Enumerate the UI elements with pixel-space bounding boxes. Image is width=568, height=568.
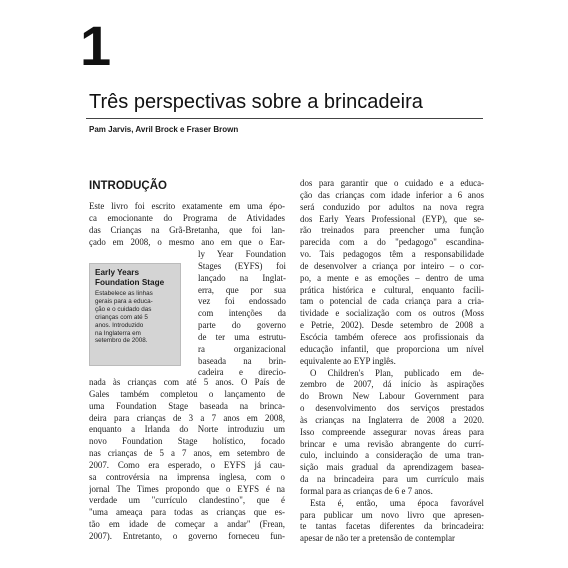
body-text-line: rão treinados para preencher uma função <box>300 225 484 236</box>
body-text-line: culo, incluindo a consideração de uma tran- <box>300 450 484 461</box>
body-text-line: da na brincadeira para um currículo mais <box>300 474 484 485</box>
body-text-line: tividade e socialização com os outros (Moss <box>300 308 484 319</box>
body-text-line: ção das crianças com idade inferior a 6 anos <box>300 189 484 200</box>
title-rule <box>86 118 483 119</box>
body-text-line: O Children's Plan, publicado em de- <box>310 367 484 378</box>
body-text-line: erra, que por sua <box>198 284 286 295</box>
sidebar-title-line: Early Years <box>95 268 140 277</box>
body-text-line: vez foi endossado <box>198 296 286 307</box>
body-text-line: apesar de não ter a pretensão de contemplar <box>300 533 455 544</box>
body-text-line: Isso compreende assegurar novas áreas para <box>300 426 484 437</box>
body-text-line: 2007). Entretanto, o governo forneceu fun- <box>89 530 285 541</box>
sidebar-body-line: ção e o cuidado das <box>95 305 152 313</box>
body-text-line: formal para as crianças de 6 e 7 anos. <box>300 485 433 496</box>
body-text-line: zembro de 2007, dá início às aspirações <box>300 379 484 390</box>
body-text-line: de ter uma estrutu- <box>198 331 286 342</box>
body-text-line: ly Year Foundation <box>198 249 286 259</box>
body-text-line: verdade um "currículo clandestino", que é <box>89 495 285 506</box>
left-column-intro <box>89 201 285 248</box>
body-text-line: equivalente ao EYP inglês. <box>300 355 396 366</box>
body-text-line: cadeira e direcio- <box>198 367 286 378</box>
chapter-number: 1 <box>80 14 112 77</box>
sidebar-title <box>95 268 175 288</box>
body-text-line: uma Foundation Stage baseada na brinca- <box>89 400 285 411</box>
section-heading: INTRODUÇÃO <box>89 180 167 192</box>
body-text-line: para publicar um novo livro que apresen- <box>300 509 484 520</box>
body-text-line: com intenções da <box>198 308 286 319</box>
body-text-line: te tantas facetas diferentes da brincadeira: <box>300 521 484 532</box>
body-text-line: dos para garantir que o cuidado e a educa- <box>300 178 484 188</box>
body-text-line: das Crianças na Grã-Bretanha, que foi lan- <box>89 224 285 235</box>
body-text-line: parte do governo <box>198 320 286 331</box>
body-text-line: ra organizacional <box>198 343 286 354</box>
body-text-line: dos Early Years Professional (EYP), que se- <box>300 213 484 224</box>
body-text-line: brincar e uma revisão abrangente do currí- <box>300 438 484 449</box>
body-text-line: educação infantil, que proporciona um nível <box>300 343 484 354</box>
sidebar-body-line: gerais para a educa- <box>95 297 153 305</box>
body-text-line: jornal The Times propondo que o EYFS é na <box>89 483 285 494</box>
body-text-line: tam o potencial de cada criança para a cria- <box>300 296 484 307</box>
body-text-line: sição mais gradual da aprendizagem basea- <box>300 462 484 473</box>
body-text-line: Este livro foi escrito exatamente em uma épo- <box>89 201 285 211</box>
chapter-title: Três perspectivas sobre a brincadeira <box>89 91 423 113</box>
body-text-line: e Petrie, 2002). Desde setembro de 2008 a <box>300 320 484 331</box>
sidebar-body-line: na Inglaterra em <box>95 329 141 337</box>
body-text-line: "uma ameaça para todas as crianças que es- <box>89 507 285 518</box>
body-text-line: será conduzido por adultos na nova regra <box>300 201 484 212</box>
body-text-line: deira para crianças de 3 a 7 anos em 2008, <box>89 412 285 423</box>
body-text-line: novo Foundation Stage holístico, focado <box>89 436 285 447</box>
sidebar-body-line: anos. Introduzido <box>95 321 144 329</box>
body-text-line: ca emocionante do Programa de Atividades <box>89 212 285 223</box>
left-column-continued <box>89 377 285 543</box>
sidebar-body-line: Estabelece as linhas <box>95 290 153 297</box>
body-text-line: Gales também completou o lançamento de <box>89 388 285 399</box>
body-text-line: tão em idade de começar a andar" (Frean, <box>89 519 285 530</box>
body-text-line: lançado na Inglat- <box>198 272 286 283</box>
body-text-line: nada às crianças com até 5 anos. O País de <box>89 377 285 387</box>
sidebar-body-line: crianças com até 5 <box>95 313 148 321</box>
body-text-line: enquanto a Irlanda do Norte introduziu um <box>89 424 285 435</box>
chapter-authors: Pam Jarvis, Avril Brock e Fraser Brown <box>89 125 239 134</box>
body-text-line: çado em 2008, o mesmo ano em que o Ear- <box>89 236 285 247</box>
body-text-line: Stages (EYFS) foi <box>198 260 286 271</box>
body-text-line: Escócia também oferece aos profissionais da <box>300 331 484 342</box>
body-text-line: sa controvérsia na imprensa inglesa, com o <box>89 471 285 482</box>
body-text-line: 2007. Como era esperado, o EYFS já cau- <box>89 459 285 470</box>
body-text-line: baseada na brin- <box>198 355 286 366</box>
sidebar-body-line: setembro de 2008. <box>95 337 148 345</box>
sidebar-body <box>95 290 175 345</box>
body-text-line: nas crianças de 5 a 7 anos, em setembro de <box>89 448 285 459</box>
body-text-line: parecida com a do "pedagogo" escandina- <box>300 237 484 248</box>
right-column-text <box>300 178 484 545</box>
sidebar-title-line: Foundation Stage <box>95 278 165 287</box>
body-text-line: Esta é, então, uma época favorável <box>310 497 484 508</box>
body-text-line: vo. Tais pedagogos têm a responsabilidade <box>300 249 484 260</box>
body-text-line: prática histórica e cultural, enquanto facili- <box>300 284 484 295</box>
body-text-line: às crianças na Inglaterra de 2008 a 2020. <box>300 414 484 425</box>
sidebar-definition-box <box>89 263 181 366</box>
body-text-line: do Brown New Labour Government para <box>300 391 484 402</box>
body-text-line: o desenvolvimento dos serviços prestados <box>300 403 484 414</box>
body-text-line: po, a mente e as emoções – dentro de uma <box>300 272 484 283</box>
left-column-wrap-text <box>198 249 286 379</box>
body-text-line: de desenvolver a criança por inteiro – o cor- <box>300 260 484 271</box>
